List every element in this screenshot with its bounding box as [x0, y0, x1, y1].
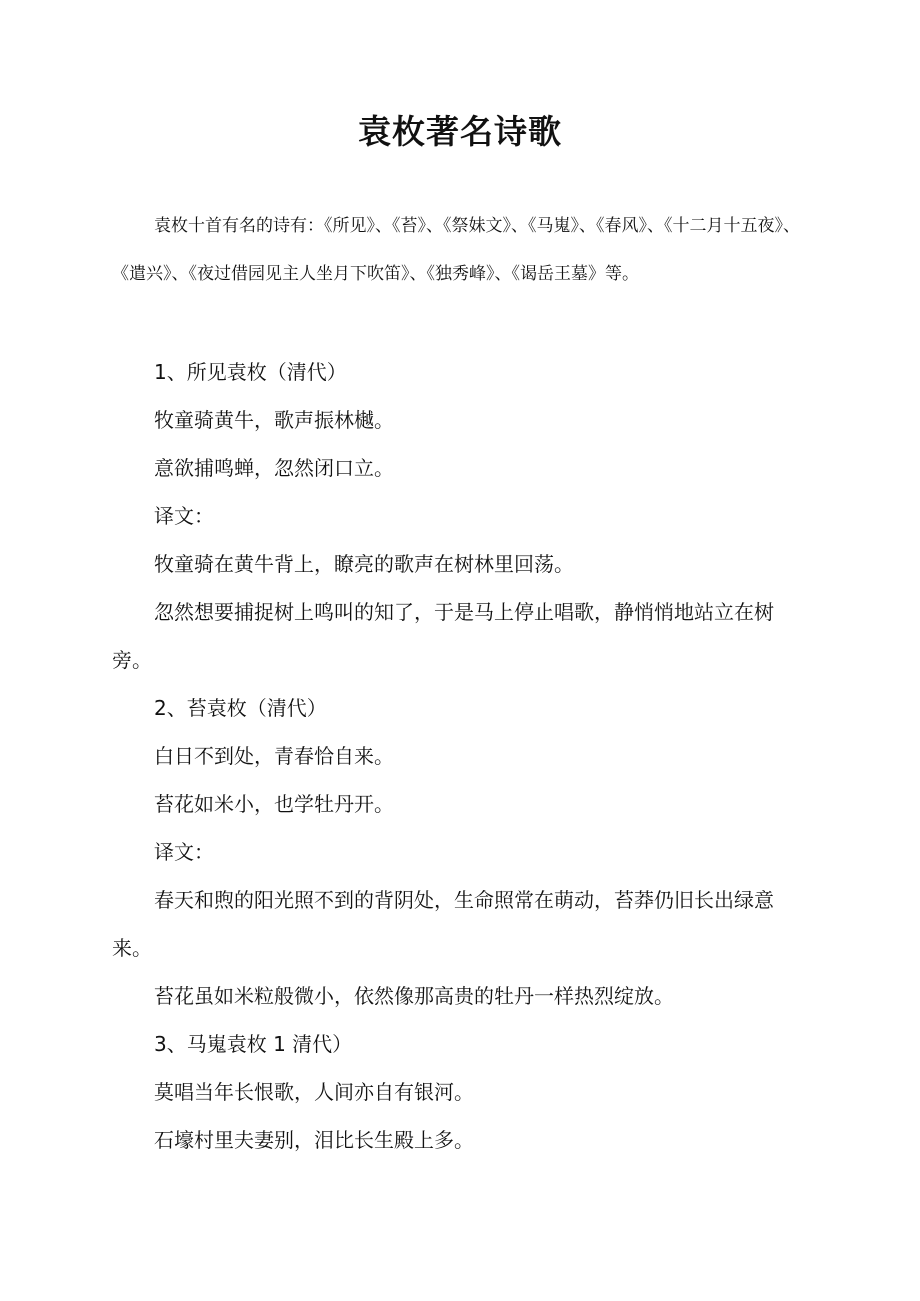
poem-line: 白日不到处，青春恰自来。 — [154, 744, 394, 768]
section-heading: 3、马嵬袁枚 1 清代） — [154, 1032, 353, 1056]
section-heading: 1、所见袁枚（清代） — [154, 360, 347, 384]
translation-label: 译文： — [154, 840, 214, 864]
poem-content — [112, 348, 808, 1164]
translation-line: 春天和煦的阳光照不到的背阴处，生命照常在萌动，苔莽仍旧长出绿意来。 — [112, 888, 774, 960]
poem-line: 牧童骑黄牛，歌声振林樾。 — [154, 408, 394, 432]
translation-line: 苔花虽如米粒般微小，依然像那高贵的牡丹一样热烈绽放。 — [154, 984, 674, 1008]
translation-line: 牧童骑在黄牛背上，瞭亮的歌声在树林里回荡。 — [154, 552, 574, 576]
poem-line: 意欲捕鸣蝉，忽然闭口立。 — [154, 456, 394, 480]
translation-line: 忽然想要捕捉树上鸣叫的知了，于是马上停止唱歌，静悄悄地站立在树旁。 — [112, 600, 774, 672]
translation-label: 译文： — [154, 504, 214, 528]
intro-paragraph: 袁枚十首有名的诗有：《所见》、《苔》、《祭妹文》、《马嵬》、《春风》、《十二月十五夜》、《遣兴》、《夜过借园见主人坐月下吹笛》、《独秀峰》、《谒岳王墓》等。 — [112, 216, 800, 284]
poem-line: 苔花如米小，也学牡丹开。 — [154, 792, 394, 816]
poem-line: 石壕村里夫妻别，泪比长生殿上多。 — [154, 1128, 474, 1152]
page-title: 袁枚著名诗歌 — [358, 112, 562, 151]
poem-line: 莫唱当年长恨歌，人间亦自有银河。 — [154, 1080, 474, 1104]
section-heading: 2、苔袁枚（清代） — [154, 696, 327, 720]
